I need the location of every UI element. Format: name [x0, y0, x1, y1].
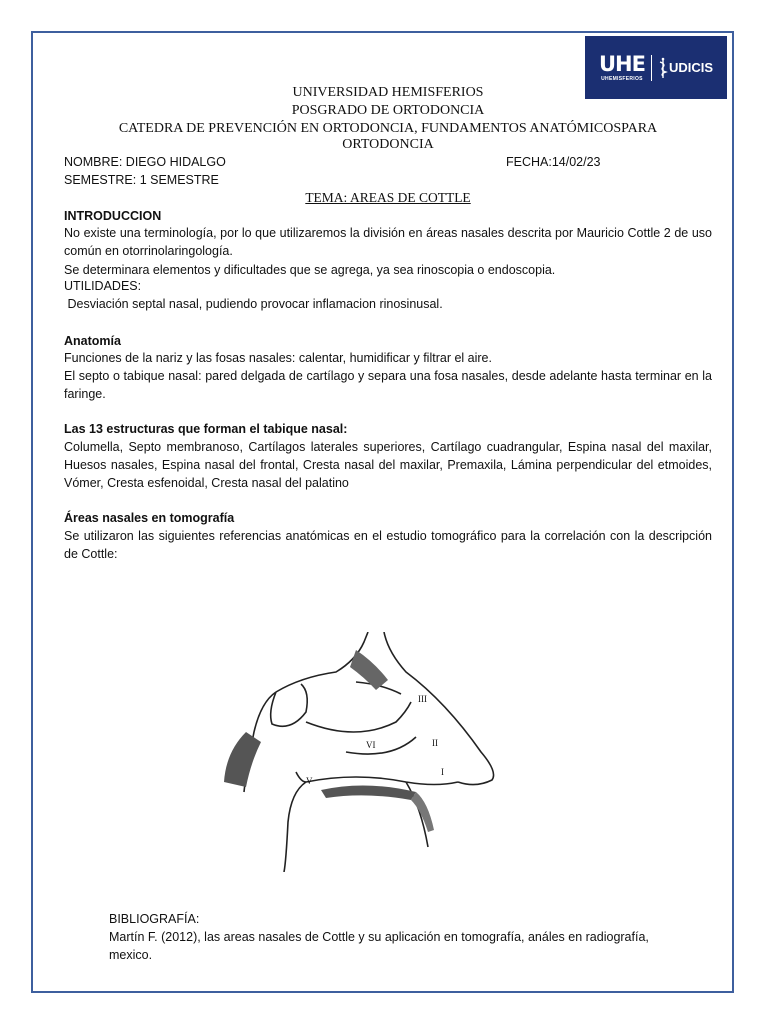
- area-label-2: II: [432, 738, 438, 748]
- anatomy-heading: Anatomía: [64, 334, 121, 348]
- intro-paragraph-2: Se determinara elementos y dificultades que se agrega, ya sea rinoscopia o endoscopia.: [64, 263, 556, 277]
- document-date: FECHA:14/02/23: [506, 155, 601, 169]
- area-label-3: III: [418, 694, 427, 704]
- structures-heading: Las 13 estructuras que forman el tabique nasal:: [64, 422, 348, 436]
- program-name: POSGRADO DE ORTODONCIA: [291, 103, 485, 118]
- caduceus-icon: [658, 57, 668, 79]
- logo-program: UDICIS: [668, 60, 714, 75]
- logo-brand: UHE: [598, 51, 645, 76]
- cottle-areas-diagram: [206, 632, 516, 872]
- university-name: UNIVERSIDAD HEMISFERIOS: [292, 85, 484, 100]
- intro-heading: INTRODUCCION: [64, 209, 162, 223]
- bibliography-heading: BIBLIOGRAFÍA:: [109, 912, 200, 926]
- anatomy-paragraph-2: El septo o tabique nasal: pared delgada de cartílago y separa una fosa nasales, desde adelante hasta terminar en la faringe.: [64, 369, 712, 401]
- topic-title: TEMA: AREAS DE COTTLE: [305, 190, 471, 205]
- utilities-label: UTILIDADES:: [64, 279, 142, 293]
- chair-title-line1: CATEDRA DE PREVENCIÓN EN ORTODONCIA, FUNDAMENTOS ANATÓMICOSPARA: [118, 121, 658, 136]
- tomography-heading: Áreas nasales en tomografía: [64, 511, 235, 525]
- area-label-5: V: [306, 776, 313, 786]
- area-label-1: I: [441, 767, 444, 777]
- logo-subtitle: UHEMISFERIOS: [601, 75, 643, 82]
- tomography-text: Se utilizaron las siguientes referencias anatómicas en el estudio tomográfico para la correlación con la descripción de Cottle:: [64, 529, 712, 561]
- chair-title-line2: ORTODONCIA: [342, 137, 434, 152]
- anatomy-paragraph-1: Funciones de la nariz y las fosas nasales: calentar, humidificar y filtrar el aire.: [64, 351, 492, 365]
- intro-paragraph: No existe una terminología, por lo que utilizaremos la división en áreas nasales descrita por Mauricio Cottle 2 de uso común en otorrinolaringología.: [64, 226, 712, 258]
- area-label-6: VI: [366, 740, 376, 750]
- utilities-text: Desviación septal nasal, pudiendo provocar inflamacion rinosinusal.: [64, 297, 443, 311]
- bibliography-entry: Martín F. (2012), las areas nasales de Cottle y su aplicación en tomografía, análes en radiografía, mexico.: [109, 930, 649, 962]
- structures-text: Columella, Septo membranoso, Cartílagos laterales superiores, Cartílago cuadrangular, Espina nasal del maxilar, Huesos nasales, Espina nasal del frontal, Cresta nasal del maxilar, Premaxila, Lámina perpendicular del etmoides, Vómer, Cresta esfenoidal, Cresta nasal del palatino: [64, 440, 712, 490]
- student-name: NOMBRE: DIEGO HIDALGO: [64, 155, 226, 169]
- student-semester: SEMESTRE: 1 SEMESTRE: [64, 173, 219, 187]
- logo-divider: [651, 55, 652, 81]
